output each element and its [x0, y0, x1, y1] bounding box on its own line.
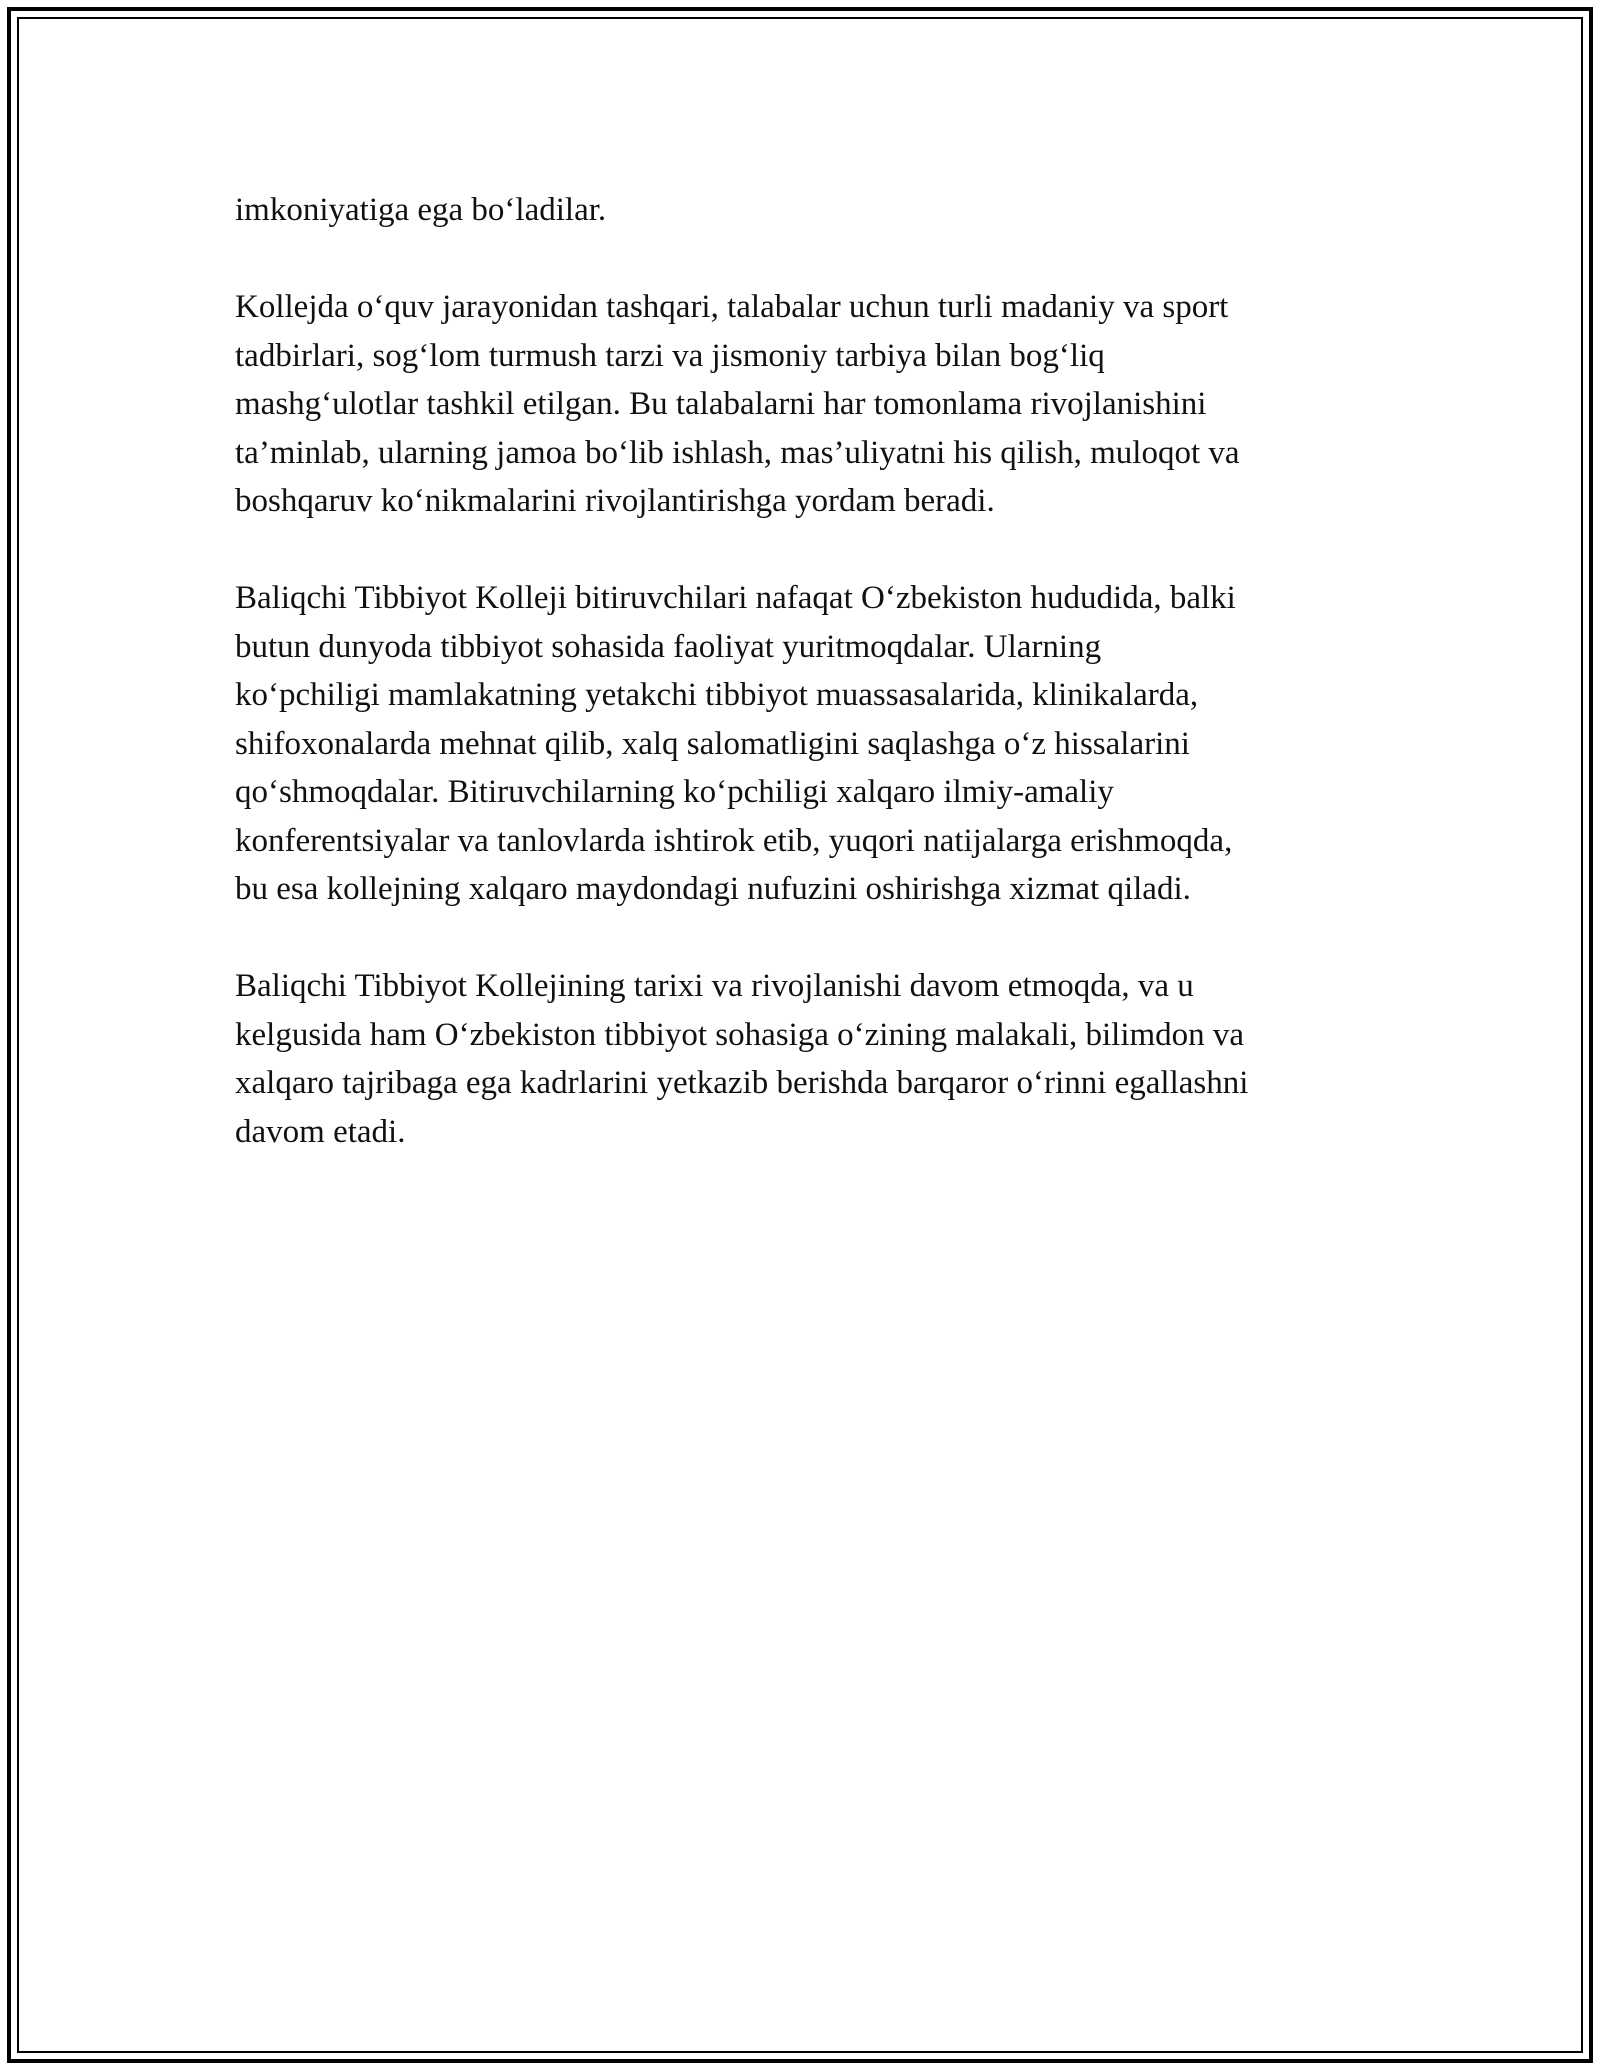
- paragraph-2: [235, 283, 1385, 526]
- text-line: bu esa kollejning xalqaro maydondagi nufuzini oshirishga xizmat qiladi.: [235, 871, 1191, 907]
- text-line: Baliqchi Tibbiyot Kolleji bitiruvchilari nafaqat O‘zbekiston hududida, balki: [235, 580, 1236, 616]
- text-line: ko‘pchiligi mamlakatning yetakchi tibbiyot muassasalarida, klinikalarda,: [235, 677, 1199, 713]
- text-line: ta’minlab, ularning jamoa bo‘lib ishlash, mas’uliyatni his qilish, muloqot va: [235, 434, 1240, 471]
- text-line: tadbirlari, sog‘lom turmush tarzi va jismoniy tarbiya bilan bog‘liq: [235, 337, 1105, 374]
- text-line: Baliqchi Tibbiyot Kollejining tarixi va rivojlanishi davom etmoqda, va u: [235, 968, 1194, 1004]
- text-line: mashg‘ulotlar tashkil etilgan. Bu talabalarni har tomonlama rivojlanishini: [235, 386, 1207, 422]
- document-body: [235, 186, 1385, 1205]
- text-line: Kollejda o‘quv jarayonidan tashqari, talabalar uchun turli madaniy va sport: [235, 289, 1229, 325]
- paragraph-1: [235, 186, 1385, 235]
- paragraph-3: [235, 574, 1385, 914]
- paragraph-4: [235, 962, 1385, 1156]
- text-line: imkoniyatiga ega bo‘ladilar.: [235, 192, 607, 228]
- text-line: shifoxonalarda mehnat qilib, xalq salomatligini saqlashga o‘z hissalarini: [235, 725, 1190, 762]
- text-line: qo‘shmoqdalar. Bitiruvchilarning ko‘pchiligi xalqaro ilmiy-amaliy: [235, 774, 1114, 810]
- text-line: butun dunyoda tibbiyot sohasida faoliyat yuritmoqdalar. Ularning: [235, 628, 1102, 665]
- text-line: davom etadi.: [235, 1113, 406, 1150]
- text-line: konferentsiyalar va tanlovlarda ishtirok etib, yuqori natijalarga erishmoqda,: [235, 822, 1233, 859]
- text-line: xalqaro tajribaga ega kadrlarini yetkazib berishda barqaror o‘rinni egallashni: [235, 1065, 1249, 1101]
- text-line: boshqaruv ko‘nikmalarini rivojlantirishga yordam beradi.: [235, 483, 995, 519]
- text-line: kelgusida ham O‘zbekiston tibbiyot sohasiga o‘zining malakali, bilimdon va: [235, 1016, 1245, 1053]
